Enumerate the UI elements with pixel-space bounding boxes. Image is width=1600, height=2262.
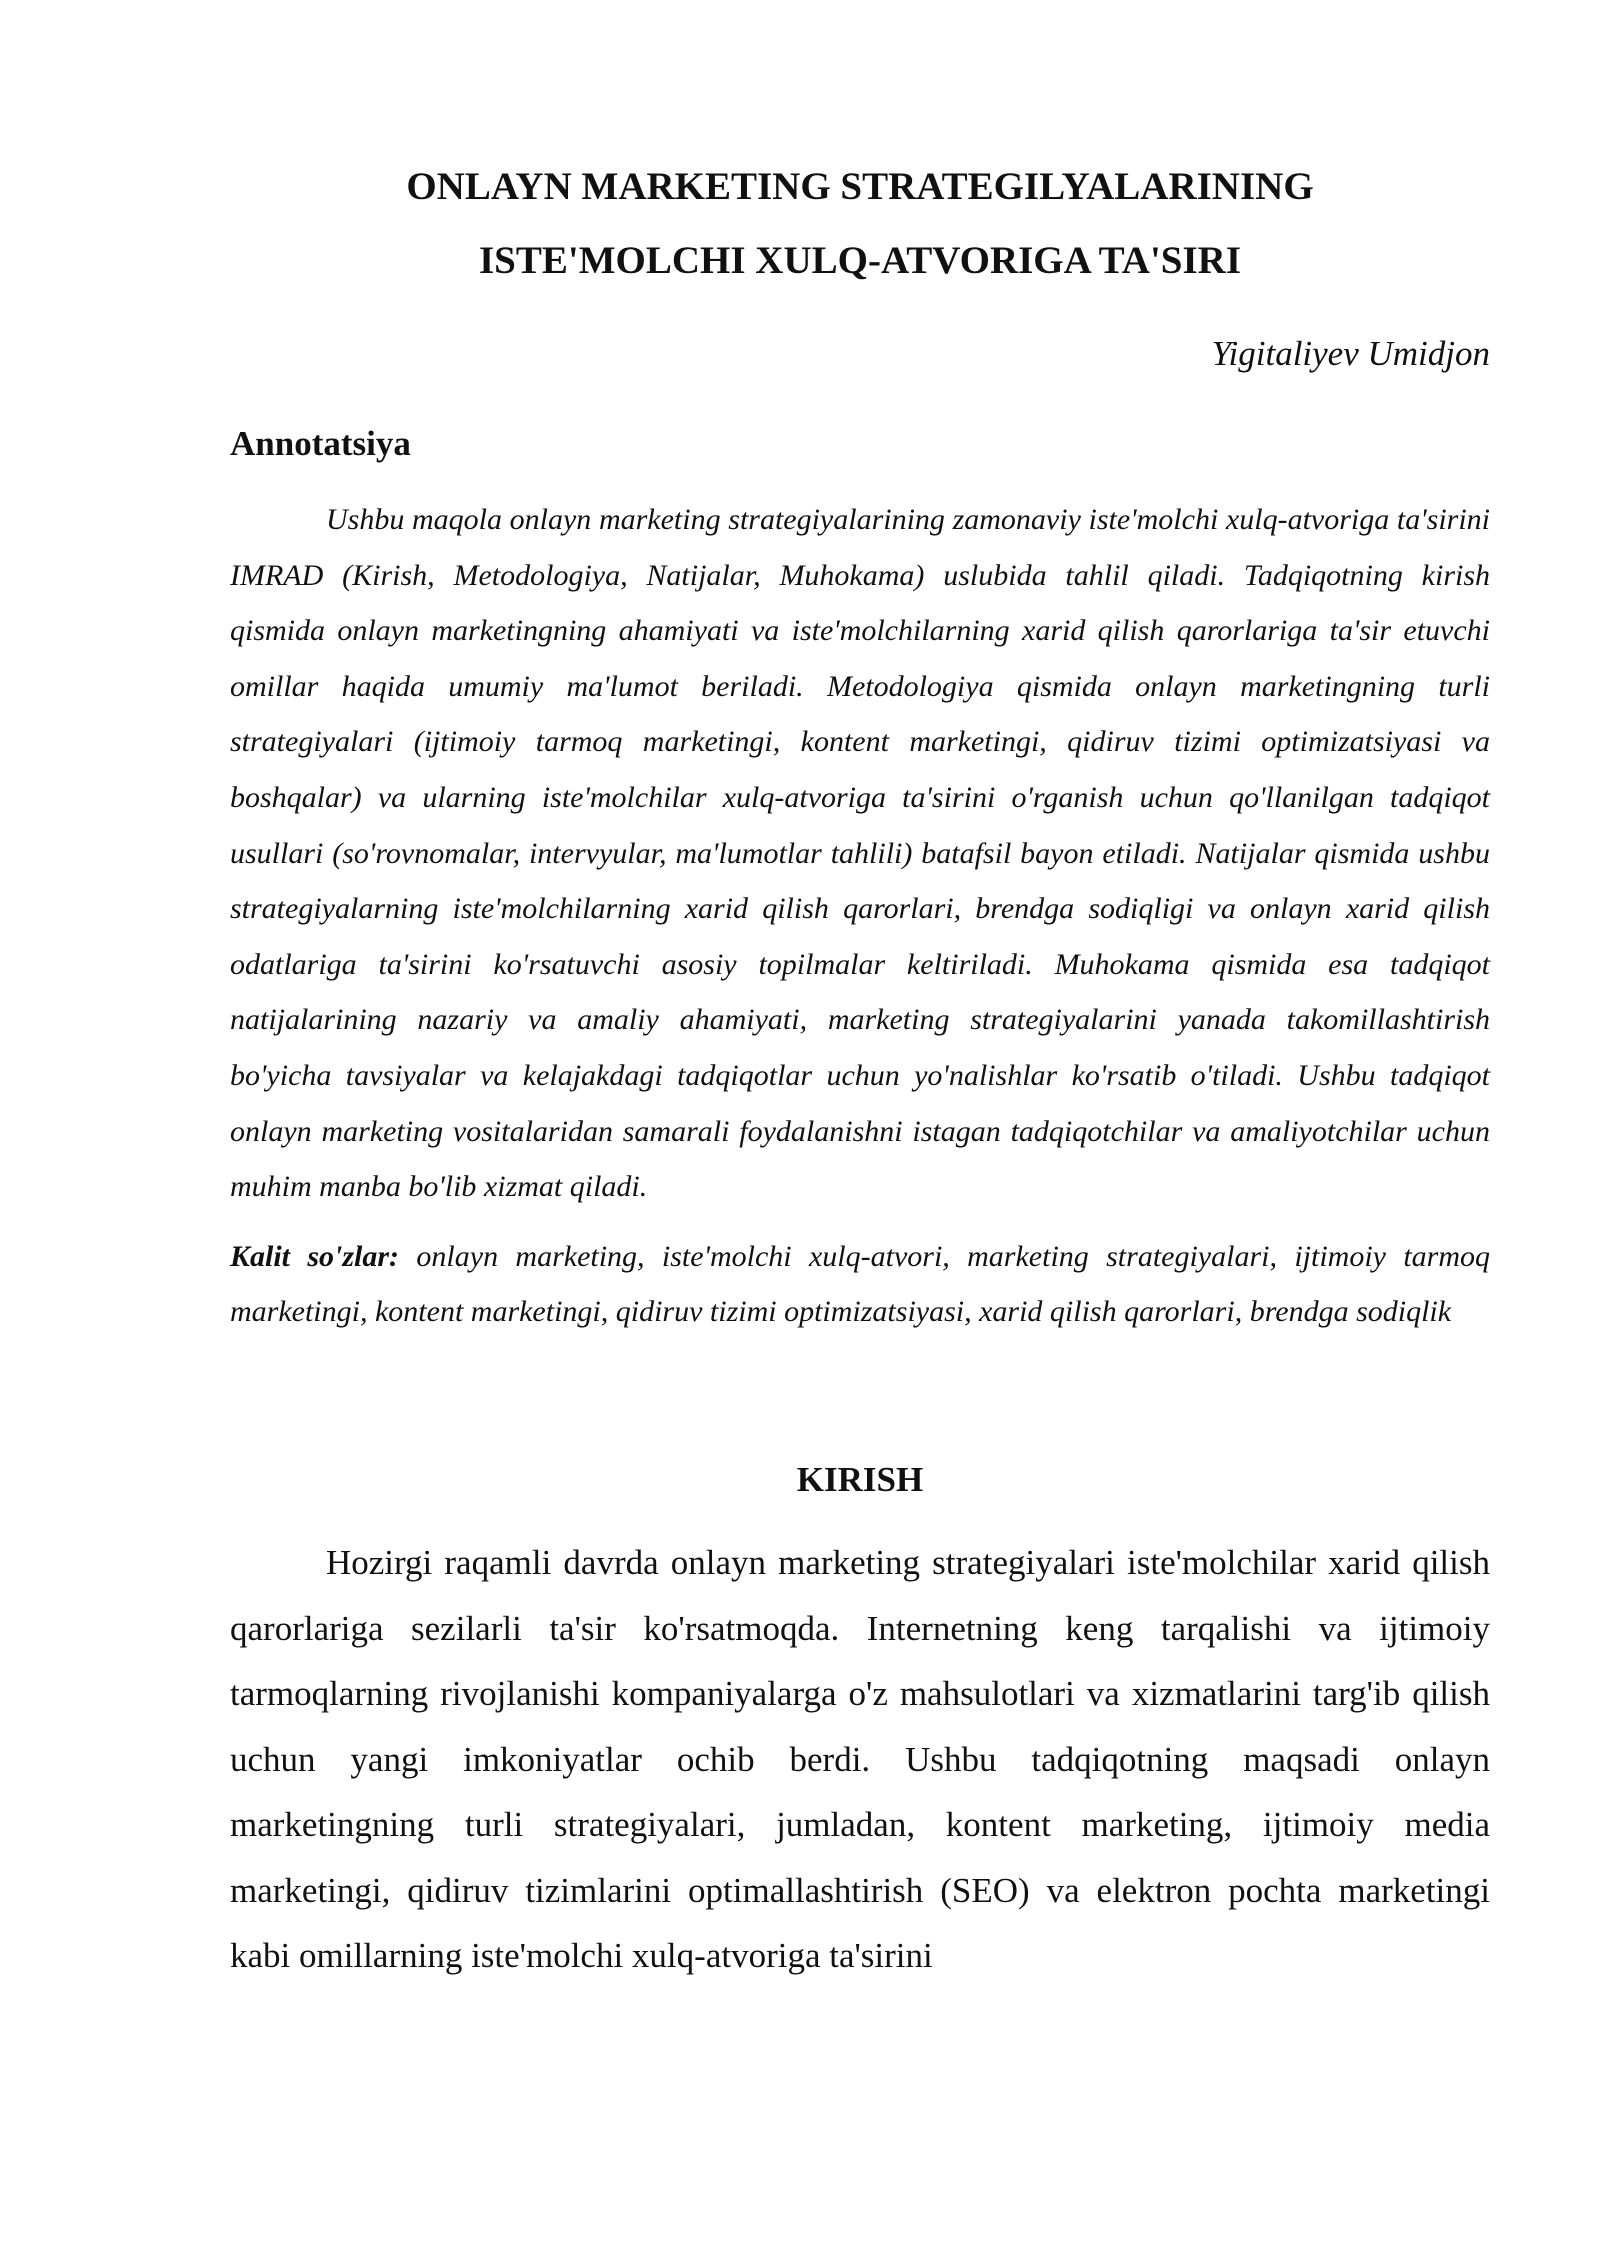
section-body-text: Hozirgi raqamli davrda onlayn marketing strategiyalari iste'molchilar xarid qilish qarorlariga sezilarli ta'sir ko'rsatmoqda. Internetning keng tarqalishi va ijtimoiy tarmoqlarning rivojlanishi kompaniyalarga o'z mahsulotlari va xizmatlarini targ'ib qilish uchun yangi imkoniyatlar ochib berdi. Ushbu tadqiqotning maqsadi onlayn marketingning turli strategiyalari, jumladan, kontent marketing, ijtimoiy media marketingi, qidiruv tizimlarini optimallashtirish (SEO) va elektron pochta marketingi kabi omillarning iste'molchi xulq-atvoriga ta'sirini (230, 1542, 1490, 1976)
abstract-heading: Annotatsiya (230, 424, 411, 463)
paper-title-line-1: ONLAYN MARKETING STRATEGILYALARINING (406, 165, 1314, 208)
keywords-label: Kalit so'zlar: (230, 1239, 400, 1273)
author-name: Yigitaliyev Umidjon (1211, 334, 1490, 373)
paper-title (230, 150, 1490, 298)
abstract-text: Ushbu maqola onlayn marketing strategiyalarining zamonaviy iste'molchi xulq-atvoriga ta'sirini IMRAD (Kirish, Metodologiya, Natijalar, Muhokama) uslubida tahlil qiladi. Tadqiqotning kirish qismida onlayn marketingning ahamiyati va iste'molchilarning xarid qilish qarorlariga ta'sir etuvchi omillar haqida umumiy ma'lumot beriladi. Metodologiya qismida onlayn marketingning turli strategiyalari (ijtimoiy tarmoq marketingi, kontent marketingi, qidiruv tizimi optimizatsiyasi va boshqalar) va ularning iste'molchilar xulq-atvoriga ta'sirini o'rganish uchun qo'llanilgan tadqiqot usullari (so'rovnomalar, intervyular, ma'lumotlar tahlili) batafsil bayon etiladi. Natijalar qismida ushbu strategiyalarning iste'molchilarning xarid qilish qarorlari, brendga sodiqligi va onlayn xarid qilish odatlariga ta'sirini ko'rsatuvchi asosiy topilmalar keltiriladi. Muhokama qismida esa tadqiqot natijalarining nazariy va amaliy ahamiyati, marketing strategiyalarini yanada takomillashtirish bo'yicha tavsiyalar va kelajakdagi tadqiqotlar uchun yo'nalishlar ko'rsatib o'tiladi. Ushbu tadqiqot onlayn marketing vositalaridan samarali foydalanishni istagan tadqiqotchilar va amaliyotchilar uchun muhim manba bo'lib xizmat qiladi. (230, 503, 1490, 1204)
keywords-text: onlayn marketing, iste'molchi xulq-atvori, marketing strategiyalari, ijtimoiy tarmoq marketingi, kontent marketingi, qidiruv tizimi optimizatsiyasi, xarid qilish qarorlari, brendga sodiqlik (230, 1239, 1491, 1329)
paper-title-line-2: ISTE'MOLCHI XULQ-ATVORIGA TA'SIRI (478, 239, 1242, 282)
section-heading-kirish: KIRISH (796, 1459, 924, 1499)
keywords-paragraph (230, 1229, 1490, 1340)
document-page (230, 150, 1490, 1989)
